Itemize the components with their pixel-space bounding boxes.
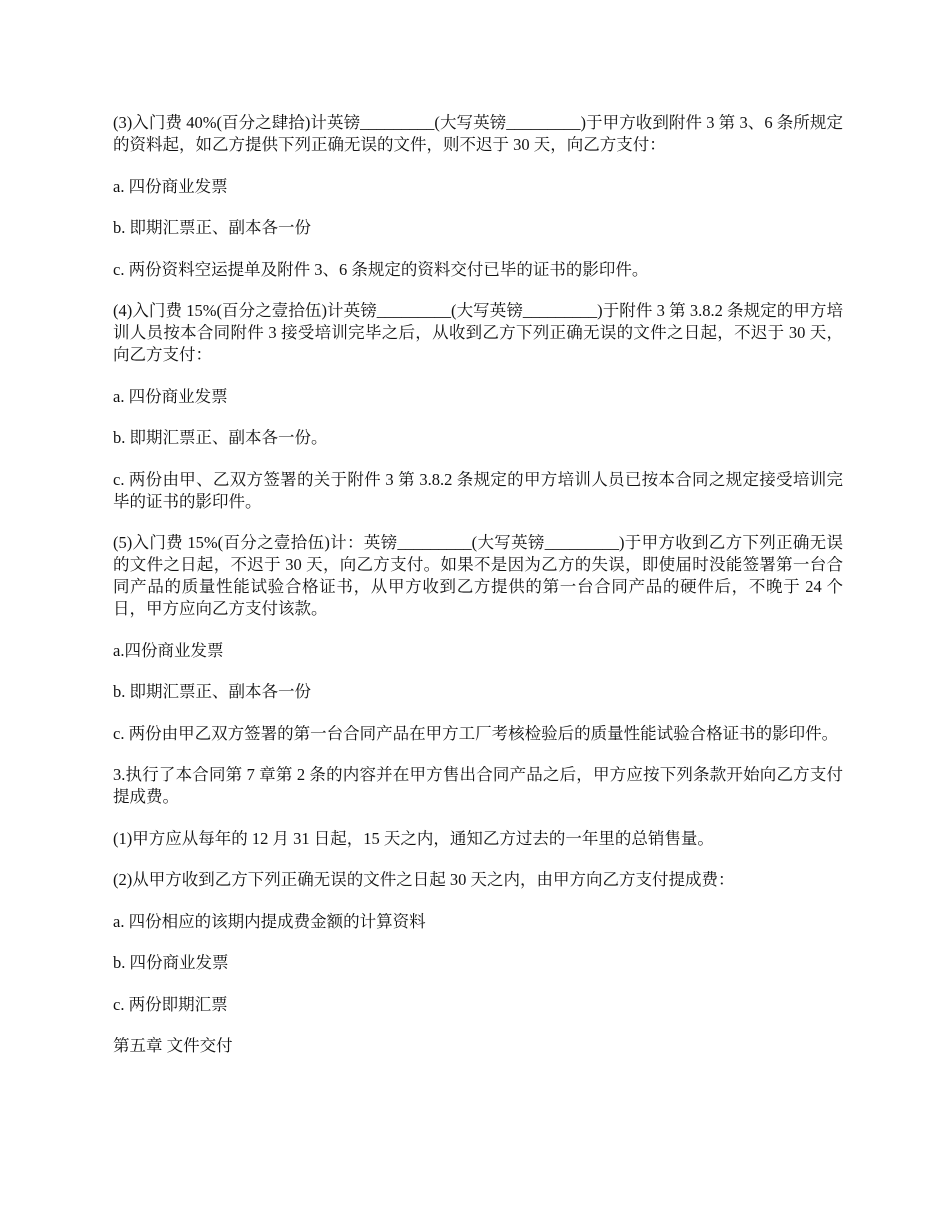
chapter-heading: 第五章 文件交付 xyxy=(113,1036,233,1055)
paragraph-section-3-royalty: 3.执行了本合同第 7 章第 2 条的内容并在甲方售出合同产品之后，甲方应按下列条款开始向乙方支付提成费。 xyxy=(113,765,843,806)
list-item-c: c. 两份资料空运提单及附件 3、6 条规定的资料交付已毕的证书的影印件。 xyxy=(113,259,649,279)
document-body xyxy=(113,112,843,1077)
list-item-b: b. 即期汇票正、副本各一份 xyxy=(113,218,311,237)
list-item-a: a.四份商业发票 xyxy=(113,640,224,660)
list-item-a: a. 四份商业发票 xyxy=(113,176,228,196)
list-item-b: b. 即期汇票正、副本各一份 xyxy=(113,682,311,701)
paragraph-item-3-payment-40: (3)入门费 40%(百分之肆拾)计英镑_________(大写英镑_________)于甲方收到附件 3 第 3、6 条所规定的资料起，如乙方提供下列正确无误的文件，则不迟于 30 天，向乙方支付： xyxy=(113,113,843,154)
paragraph-item-5-payment-15: (5)入门费 15%(百分之壹拾伍)计：英镑_________(大写英镑_________)于甲方收到乙方下列正确无误的文件之日起，不迟于 30 天，向乙方支付。如果不是因为乙方的失误，即使届时没能签署第一台合同产品的质量性能试验合格证书，从甲方收到乙方提供的第一台合同产品的硬件后，不晚于 24 个日，甲方应向乙方支付该款。 xyxy=(113,533,843,618)
paragraph-item-4-payment-15: (4)入门费 15%(百分之壹拾伍)计英镑_________(大写英镑_________)于附件 3 第 3.8.2 条规定的甲方培训人员按本合同附件 3 接受培训完毕之后，从收到乙方下列正确无误的文件之日起，不迟于 30 天，向乙方支付： xyxy=(113,301,843,364)
list-item-a: a. 四份商业发票 xyxy=(113,386,228,406)
list-item-a: a. 四份相应的该期内提成费金额的计算资料 xyxy=(113,911,426,931)
list-item-c: c. 两份由甲乙双方签署的第一台合同产品在甲方工厂考核检验后的质量性能试验合格证书的影印件。 xyxy=(113,723,839,743)
paragraph-royalty-2: (2)从甲方收到乙方下列正确无误的文件之日起 30 天之内，由甲方向乙方支付提成费： xyxy=(113,870,735,889)
list-item-c: c. 两份由甲、乙双方签署的关于附件 3 第 3.8.2 条规定的甲方培训人员已按本合同之规定接受培训完毕的证书的影印件。 xyxy=(113,469,843,511)
list-item-b: b. 四份商业发票 xyxy=(113,953,229,972)
list-item-c: c. 两份即期汇票 xyxy=(113,994,228,1014)
list-item-b: b. 即期汇票正、副本各一份。 xyxy=(113,428,328,447)
paragraph-royalty-1: (1)甲方应从每年的 12 月 31 日起，15 天之内，通知乙方过去的一年里的总销售量。 xyxy=(113,828,714,848)
